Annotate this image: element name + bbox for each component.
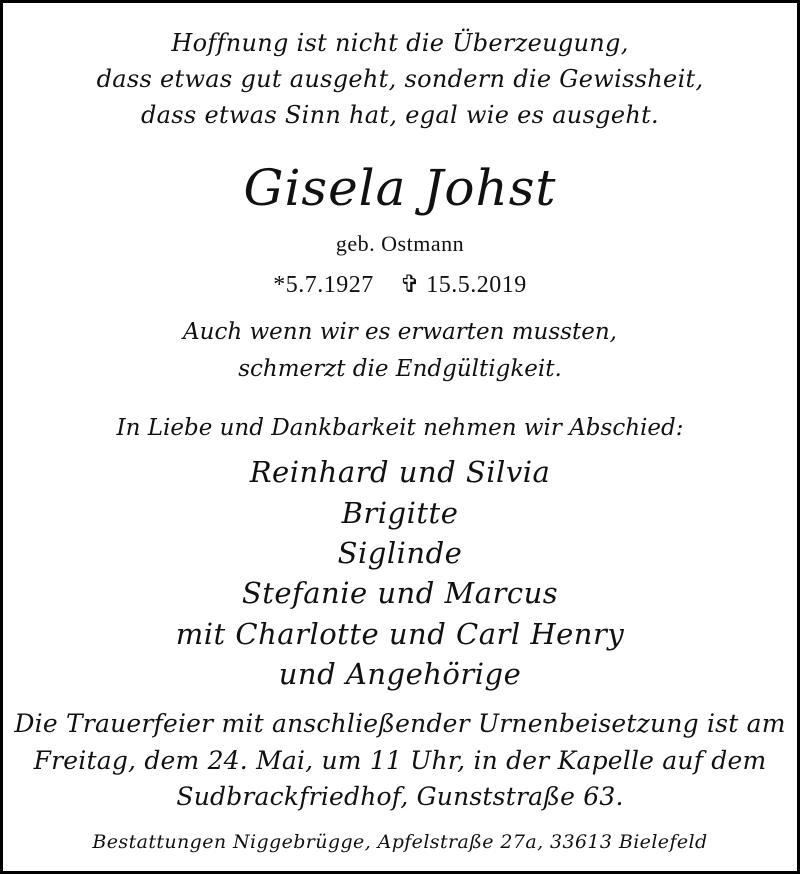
funeral-info-line-1: Die Trauerfeier mit anschließender Urnenbeisetzung ist am [14, 709, 786, 738]
death-date: 15.5.2019 [426, 272, 527, 298]
mourner-line: Reinhard und Silvia [249, 455, 551, 489]
deceased-name: Gisela Johst [243, 159, 557, 217]
undertaker-line: Bestattungen Niggebrügge, Apfelstraße 27a, 33613 Bielefeld [92, 831, 708, 853]
verse-line-2: schmerzt die Endgültigkeit. [238, 356, 562, 382]
farewell-line: In Liebe und Dankbarkeit nehmen wir Abschied: [116, 415, 684, 441]
birth-date: *5.7.1927 [273, 272, 374, 298]
mourner-line: Brigitte [341, 496, 459, 530]
mourner-line: Stefanie und Marcus [241, 576, 559, 610]
mourner-line: mit Charlotte und Carl Henry [175, 617, 625, 651]
motto-line-3: dass etwas Sinn hat, egal wie es ausgeht. [141, 101, 659, 129]
mourner-line: und Angehörige [278, 657, 522, 691]
mourner-line: Siglinde [337, 536, 463, 570]
verse-line-1: Auch wenn wir es erwarten mussten, [183, 319, 617, 345]
motto-line-1: Hoffnung ist nicht die Überzeugung, [171, 29, 629, 57]
life-dates [3, 273, 797, 297]
funeral-info-line-3: Sudbrackfriedhof, Gunststraße 63. [176, 782, 624, 811]
funeral-info-line-2: Freitag, dem 24. Mai, um 11 Uhr, in der Kapelle auf dem [33, 746, 767, 775]
maiden-name: geb. Ostmann [335, 231, 465, 256]
cross-icon: ✞ [399, 272, 421, 298]
motto-line-2: dass etwas gut ausgeht, sondern die Gewissheit, [96, 65, 704, 93]
